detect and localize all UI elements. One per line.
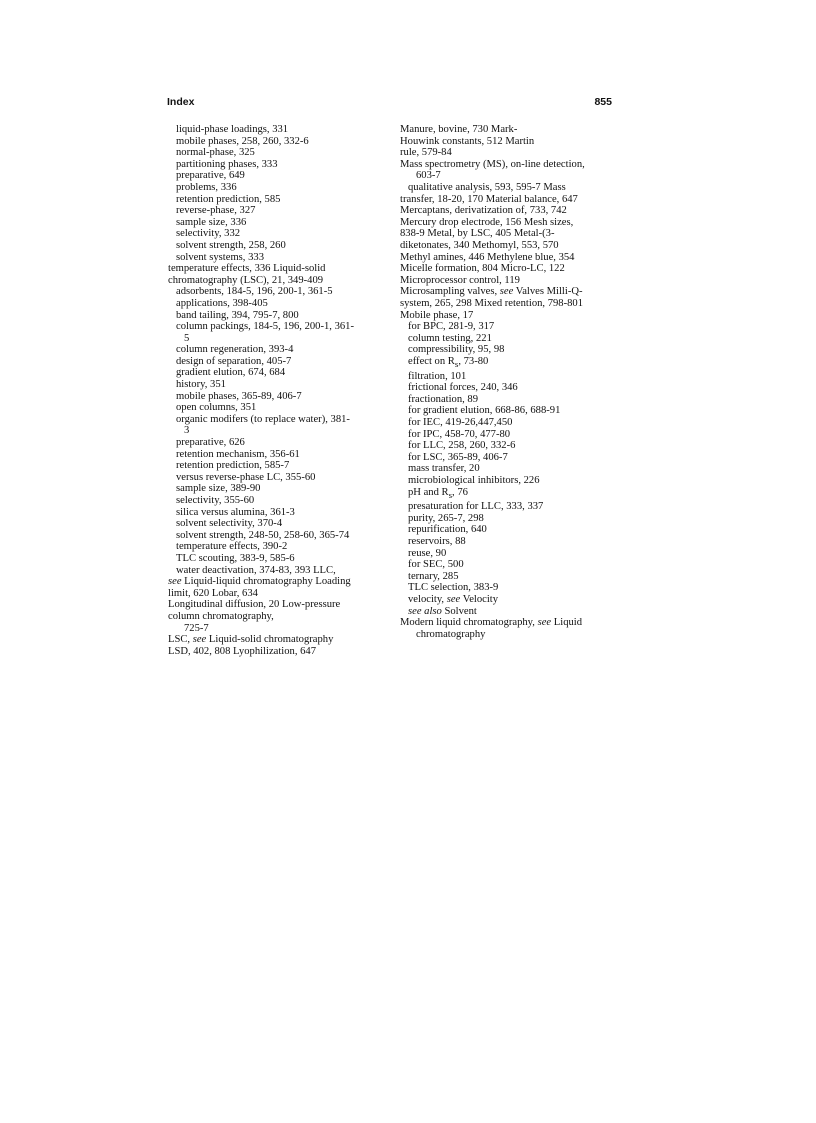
index-entry [400,310,612,322]
entry-text: reservoirs, 88 [408,536,466,547]
index-entry [400,536,612,548]
index-entry [168,576,386,588]
entry-text: mobile phases, 258, 260, 332-6 [176,135,309,147]
entry-text: Solvent [441,605,477,617]
entry-text: LSC, [168,634,193,646]
index-entry [168,194,386,206]
index-entry [400,629,612,641]
entry-text: LSD, 402, 808 Lyophilization, 647 [168,645,317,657]
index-entry [400,194,612,206]
index-column-right [400,124,612,640]
entry-text: filtration, 101 [408,370,467,382]
entry-text: water deactivation, 374-83, 393 LLC, [176,564,336,576]
entry-text: liquid-phase loadings, 331 [176,124,289,135]
index-entry [168,124,386,136]
entry-text: silica versus alumina, 361-3 [176,506,295,518]
index-entry [400,548,612,560]
index-entry [400,559,612,571]
entry-text: TLC scouting, 383-9, 585-6 [176,552,295,564]
entry-text: normal-phase, 325 [176,147,255,159]
index-entry [168,483,386,495]
index-entry [400,440,612,452]
entry-text: for LLC, 258, 260, 332-6 [408,440,516,452]
cross-reference-term: see also [408,605,442,617]
index-entry [168,449,386,461]
entry-text: retention mechanism, 356-61 [176,448,300,460]
entry-text: sample size, 336 [176,216,247,228]
index-entry [168,646,386,658]
index-entry [168,507,386,519]
entry-text: presaturation for LLC, 333, 337 [408,501,544,513]
index-entry [168,460,386,472]
entry-text: chromatography (LSC), 21, 349-409 [168,274,324,286]
index-entry [168,217,386,229]
entry-text: Micelle formation, 804 Micro-LC, 122 [400,263,565,275]
entry-text: problems, 336 [176,181,237,193]
entry-text: compressibility, 95, 98 [408,344,505,356]
index-entry [400,617,612,629]
index-entry [168,402,386,414]
entry-text: selectivity, 355-60 [176,495,255,506]
index-entry [168,356,386,368]
index-entry [400,170,612,182]
index-entry [400,463,612,475]
entry-text: preparative, 649 [176,170,245,182]
index-entry [400,513,612,525]
entry-text: gradient elution, 674, 684 [176,367,286,379]
index-entry [400,394,612,406]
index-entry [168,344,386,356]
index-entry [400,240,612,252]
index-entry [168,437,386,449]
entry-text: mobile phases, 365-89, 406-7 [176,390,302,402]
subscript-text: s [454,358,459,369]
entry-text: preparative, 626 [176,437,245,449]
entry-text: mass transfer, 20 [408,463,480,475]
index-entry [168,321,386,333]
cross-reference-term: see [192,634,207,646]
index-entry [168,252,386,264]
index-entry [400,582,612,594]
entry-text: band tailing, 394, 795-7, 800 [176,309,299,321]
index-entry [168,228,386,240]
cross-reference-term: see [499,286,514,298]
entry-text: Mass spectrometry (MS), on-line detection, [400,158,585,170]
index-entry [168,472,386,484]
entry-text: transfer, 18-20, 170 Material balance, 647 [400,193,578,205]
index-entry [168,286,386,298]
entry-text: solvent systems, 333 [176,251,264,263]
entry-text: column chromatography, [168,610,274,622]
index-entry [400,594,612,606]
index-entry [400,429,612,441]
entry-text: Modern liquid chromatography, [400,617,538,629]
entry-text: rule, 579-84 [400,147,452,159]
index-entry [400,205,612,217]
index-entry [400,136,612,148]
index-entry [168,565,386,577]
entry-text: purity, 265-7, 298 [408,512,484,524]
entry-text: frictional forces, 240, 346 [408,382,518,394]
index-entry [168,518,386,530]
entry-text: adsorbents, 184-5, 196, 200-1, 361-5 [176,286,333,298]
index-entry [168,623,386,635]
index-entry [400,275,612,287]
entry-text: limit, 620 Lobar, 634 [168,587,258,599]
index-entry [168,263,386,275]
entry-text: for IPC, 458-70, 477-80 [408,428,511,440]
index-entry [400,382,612,394]
index-entry [168,170,386,182]
index-entry [168,136,386,148]
entry-text: Longitudinal diffusion, 20 Low-pressure [168,599,341,611]
index-entry [400,333,612,345]
entry-text: Houwink constants, 512 Martin [400,135,535,147]
index-entry [400,286,612,298]
entry-text: 725-7 [184,622,209,634]
index-entry [400,524,612,536]
index-entry [168,425,386,437]
entry-text: for gradient elution, 668-86, 688-91 [408,405,561,417]
index-entry [400,217,612,229]
entry-text: Microsampling valves, [400,286,500,298]
entry-text: sample size, 389-90 [176,483,261,495]
index-entry [400,371,612,383]
page-number: 855 [594,96,612,108]
index-entry [400,475,612,487]
entry-text: reverse-phase, 327 [176,205,256,217]
entry-text: system, 265, 298 Mixed retention, 798-801 [400,297,584,309]
entry-text: partitioning phases, 333 [176,158,278,170]
index-entry [400,228,612,240]
index-entry [168,182,386,194]
entry-text: repurification, 640 [408,524,487,536]
index-entry [168,541,386,553]
entry-text: velocity, [408,593,447,605]
cross-reference-term: see [168,576,182,588]
index-entry [400,298,612,310]
index-entry [400,487,612,502]
index-entry [168,599,386,611]
index-entry [168,310,386,322]
entry-text: for SEC, 500 [408,559,464,571]
entry-text: versus reverse-phase LC, 355-60 [176,471,316,483]
entry-text: applications, 398-405 [176,297,268,309]
index-entry [168,367,386,379]
entry-text: qualitative analysis, 593, 595-7 Mass [408,181,566,193]
entry-text: TLC selection, 383-9 [408,582,499,594]
entry-text: 5 [184,332,190,344]
entry-text: for LSC, 365-89, 406-7 [408,451,508,463]
index-entry [400,356,612,371]
cross-reference-term: see [446,593,461,605]
index-entry [400,344,612,356]
index-entry [168,333,386,345]
index-entry [168,391,386,403]
entry-text: Liquid-solid chromatography [206,634,334,646]
entry-text: chromatography [416,628,486,640]
index-entry [168,159,386,171]
entry-text: 3 [184,425,190,437]
index-column-left [168,124,386,657]
entry-text: pH and R [408,486,449,498]
index-entry [168,298,386,310]
index-entry [400,606,612,618]
entry-text: temperature effects, 336 Liquid-solid [168,263,326,275]
entry-text: retention prediction, 585-7 [176,460,290,472]
entry-text: Valves Milli-Q- [513,286,583,298]
index-entry [400,321,612,333]
index-entry [168,553,386,565]
entry-text: , 73-80 [458,355,489,367]
entry-text: retention prediction, 585 [176,193,281,205]
entry-text: temperature effects, 390-2 [176,541,288,553]
entry-text: reuse, 90 [408,547,447,559]
entry-text: Liquid [551,617,583,629]
index-entry [400,159,612,171]
entry-text: solvent strength, 258, 260 [176,239,286,251]
entry-text: column regeneration, 393-4 [176,344,294,356]
entry-text: ternary, 285 [408,570,459,582]
index-entry [400,252,612,264]
entry-text: fractionation, 89 [408,393,479,405]
entry-text: history, 351 [176,379,226,391]
entry-text: for BPC, 281-9, 317 [408,321,495,333]
index-entry [168,379,386,391]
index-entry [168,611,386,623]
entry-text: column packings, 184-5, 196, 200-1, 361- [176,321,355,333]
entry-text: Microprocessor control, 119 [400,274,520,286]
entry-text: open columns, 351 [176,402,257,414]
index-entry [168,634,386,646]
entry-text: , 76 [452,486,468,498]
index-entry [168,147,386,159]
entry-text: diketonates, 340 Methomyl, 553, 570 [400,239,559,251]
entry-text: Manure, bovine, 730 Mark- [400,124,518,135]
entry-text: effect on R [408,355,455,367]
index-entry [400,417,612,429]
index-entry [168,275,386,287]
entry-text: solvent selectivity, 370-4 [176,518,283,530]
entry-text: 603-7 [416,170,441,182]
entry-text: design of separation, 405-7 [176,355,292,367]
index-entry [400,571,612,583]
index-entry [400,405,612,417]
entry-text: microbiological inhibitors, 226 [408,474,540,486]
entry-text: Velocity [460,593,499,605]
entry-text: for IEC, 419-26,447,450 [408,416,513,428]
entry-text: solvent strength, 248-50, 258-60, 365-74 [176,529,350,541]
index-entry [168,588,386,600]
entry-text: Liquid-liquid chromatography Loading [181,576,351,588]
index-entry [168,530,386,542]
entry-text: Mobile phase, 17 [400,309,474,321]
entry-text: organic modifers (to replace water), 381- [176,413,350,425]
index-entry [400,147,612,159]
index-entry [400,182,612,194]
index-entry [400,124,612,136]
index-entry [400,501,612,513]
entry-text: 838-9 Metal, by LSC, 405 Metal-(3- [400,228,555,240]
index-heading: Index [167,96,195,108]
entry-text: Methyl amines, 446 Methylene blue, 354 [400,251,575,263]
index-entry [168,495,386,507]
index-entry [168,240,386,252]
index-entry [168,205,386,217]
index-entry [168,414,386,426]
subscript-text: s [448,489,453,500]
entry-text: column testing, 221 [408,332,492,344]
index-entry [400,263,612,275]
entry-text: Mercury drop electrode, 156 Mesh sizes, [400,216,574,228]
entry-text: Mercaptans, derivatization of, 733, 742 [400,205,567,217]
index-entry [400,452,612,464]
entry-text: selectivity, 332 [176,228,241,240]
running-head [167,96,612,112]
cross-reference-term: see [537,617,552,629]
